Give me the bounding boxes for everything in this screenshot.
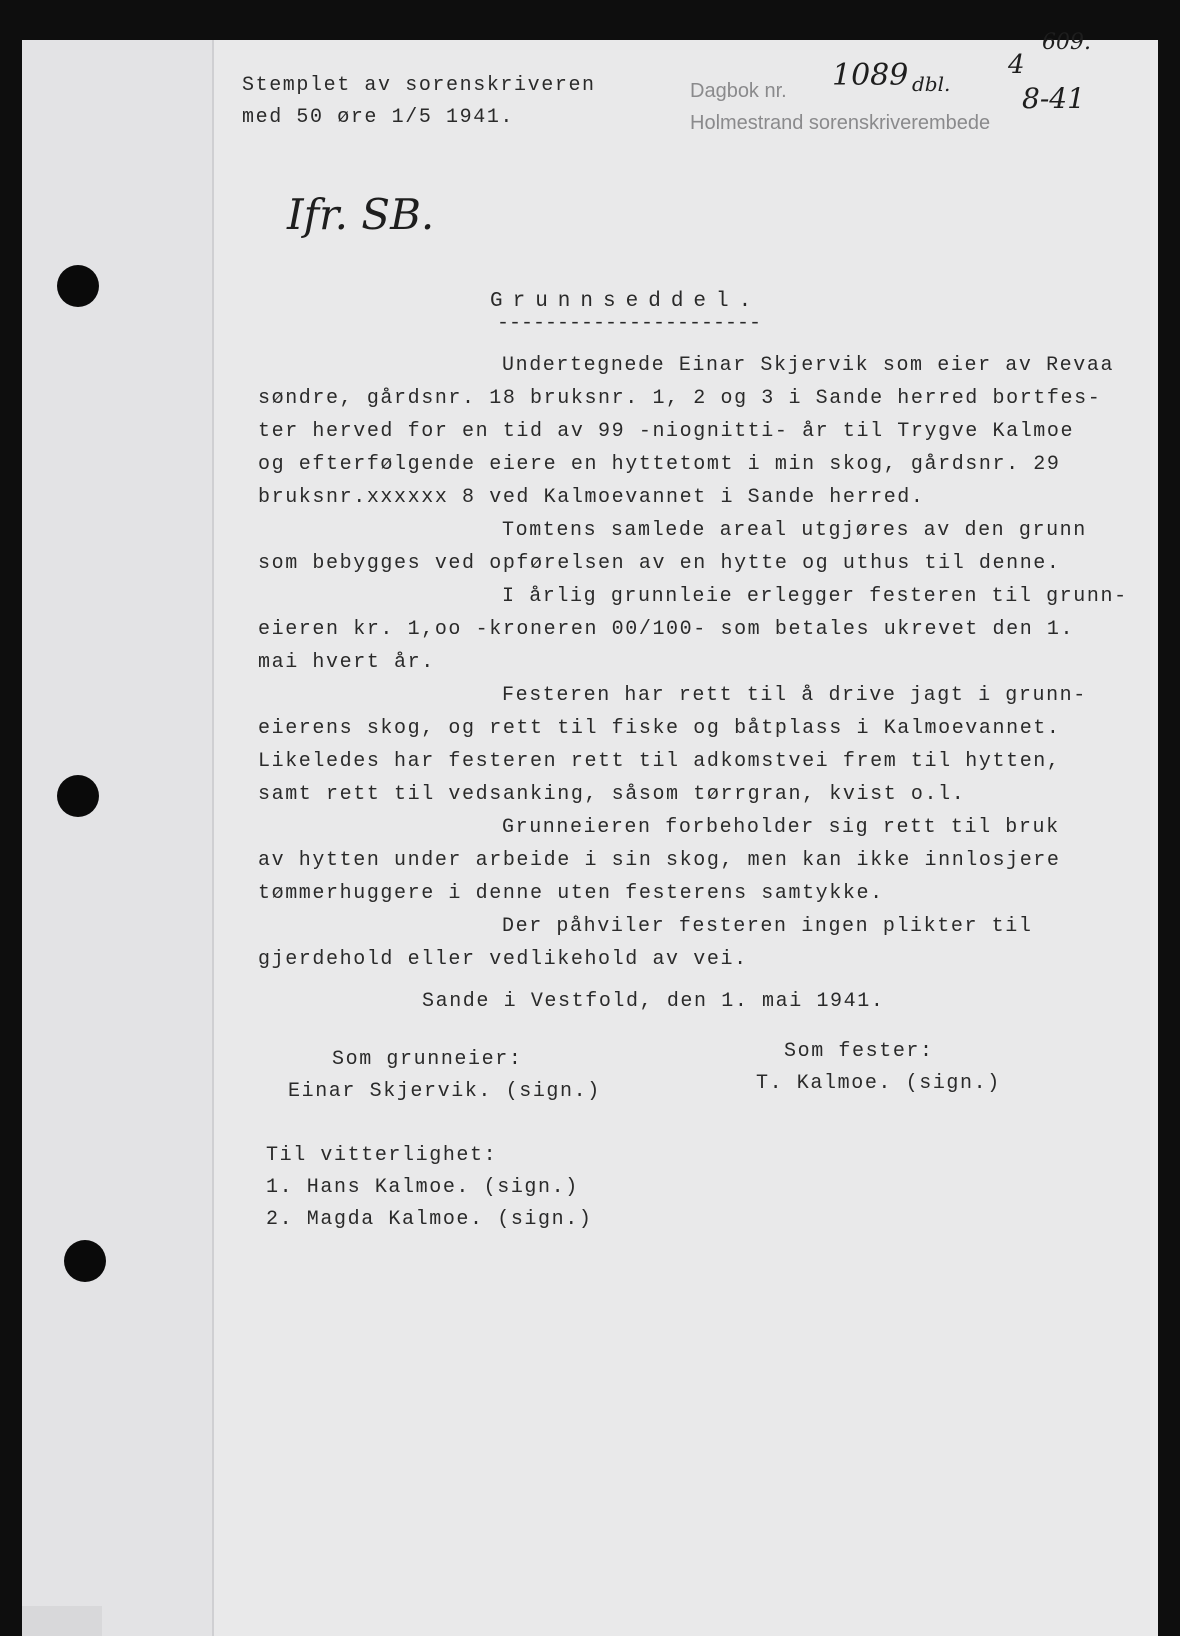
body-line: Undertegnede Einar Skjervik som eier av Revaa	[502, 354, 1115, 377]
folio-number: 609.	[1042, 30, 1091, 55]
body-line: som bebygges ved opførelsen av en hytte og uthus til denne.	[258, 552, 1061, 575]
owner-name: Einar Skjervik. (sign.)	[288, 1080, 601, 1103]
page-fold	[22, 1606, 102, 1636]
body-line: Likeledes har festeren rett til adkomstvei frem til hytten,	[258, 750, 1061, 773]
body-line: tømmerhuggere i denne uten festerens samtykke.	[258, 882, 884, 905]
office-stamp: Holmestrand sorenskriverembede	[690, 112, 991, 134]
binding-strip	[22, 40, 214, 1636]
date-fraction-top: 4	[1008, 50, 1025, 80]
place-date: Sande i Vestfold, den 1. mai 1941.	[422, 990, 885, 1013]
stamp-note-line-2: med 50 øre 1/5 1941.	[242, 106, 515, 129]
body-line: Grunneieren forbeholder sig rett til bruk	[502, 816, 1060, 839]
punch-hole	[64, 1240, 106, 1282]
body-line: I årlig grunnleie erlegger festeren til grunn-	[502, 585, 1128, 608]
punch-hole	[57, 775, 99, 817]
body-line: Tomtens samlede areal utgjøres av den grunn	[502, 519, 1087, 542]
dagbok-number: 1089	[832, 58, 909, 93]
dagbok-label: Dagbok nr.	[690, 80, 787, 102]
punch-hole	[57, 265, 99, 307]
body-line: gjerdehold eller vedlikehold av vei.	[258, 948, 748, 971]
owner-label: Som grunneier:	[332, 1048, 523, 1071]
document-title: Grunnseddel.	[490, 290, 762, 313]
stamp-note-line-1: Stemplet av sorenskriveren	[242, 74, 596, 97]
dagbok-suffix: dbl.	[912, 72, 951, 96]
lessee-label: Som fester:	[784, 1040, 934, 1063]
lessee-name: T. Kalmoe. (sign.)	[756, 1072, 1001, 1095]
body-line: eierens skog, og rett til fiske og båtplass i Kalmoevannet.	[258, 717, 1061, 740]
body-line: bruksnr.xxxxxx 8 ved Kalmoevannet i Sande herred.	[258, 486, 925, 509]
body-line: og efterfølgende eiere en hyttetomt i min skog, gårdsnr. 29	[258, 453, 1061, 476]
witness-item: 2. Magda Kalmoe. (sign.)	[266, 1208, 593, 1231]
date-fraction-bottom: 8-41	[1022, 82, 1085, 115]
handwritten-initials: Ifr. SB.	[287, 190, 435, 239]
witness-item: 1. Hans Kalmoe. (sign.)	[266, 1176, 579, 1199]
body-line: av hytten under arbeide i sin skog, men kan ikke innlosjere	[258, 849, 1061, 872]
body-line: ter herved for en tid av 99 -niognitti- år til Trygve Kalmoe	[258, 420, 1075, 443]
body-line: samt rett til vedsanking, såsom tørrgran, kvist o.l.	[258, 783, 966, 806]
body-line: Festeren har rett til å drive jagt i grunn-	[502, 684, 1087, 707]
body-line: mai hvert år.	[258, 651, 435, 674]
title-underline: ----------------------	[497, 312, 762, 335]
document-page	[22, 30, 1158, 1636]
witness-label: Til vitterlighet:	[266, 1144, 498, 1167]
body-line: søndre, gårdsnr. 18 bruksnr. 1, 2 og 3 i Sande herred bortfes-	[258, 387, 1102, 410]
body-line: eieren kr. 1,oo -kroneren 00/100- som betales ukrevet den 1.	[258, 618, 1075, 641]
body-line: Der påhviler festeren ingen plikter til	[502, 915, 1033, 938]
